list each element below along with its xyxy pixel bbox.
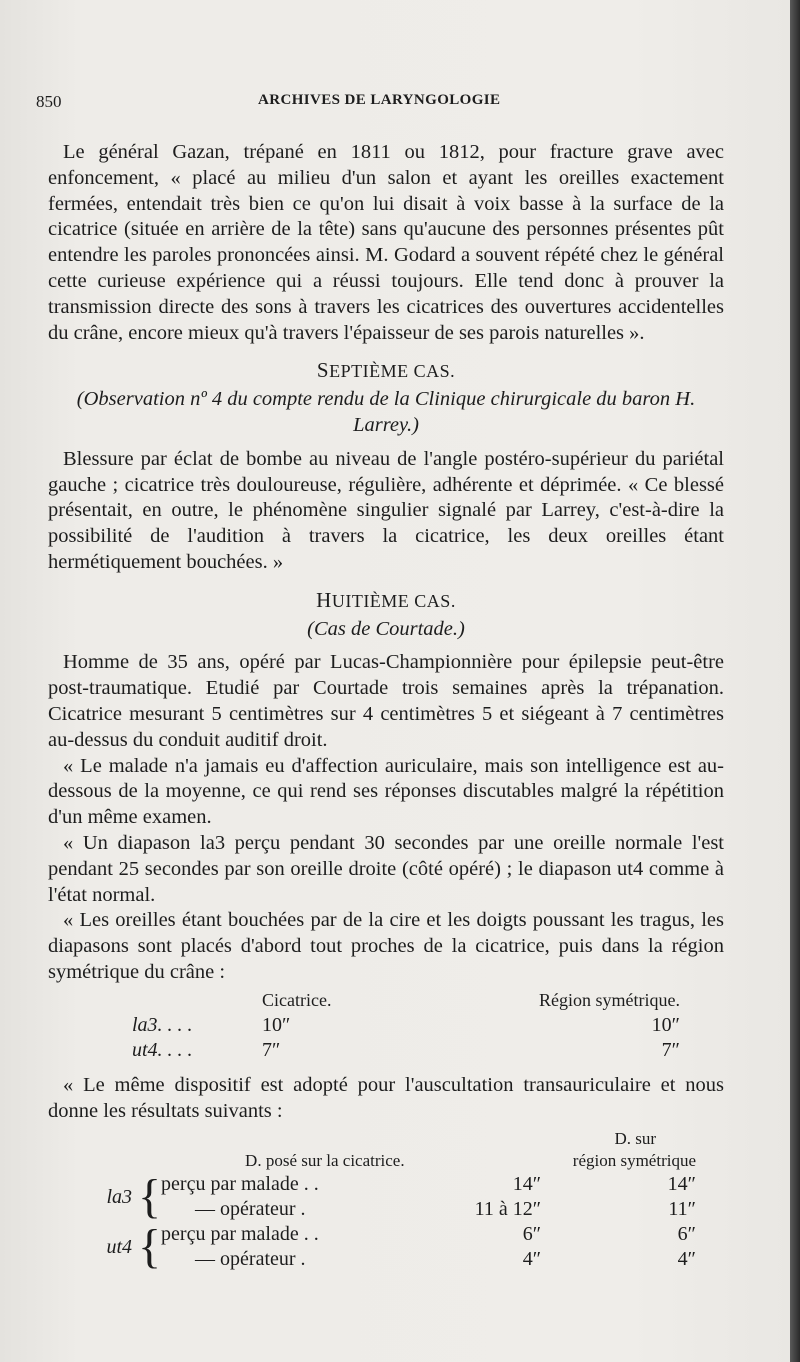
cell-region: 14″ bbox=[667, 1173, 696, 1196]
diapason-symbol: la3 bbox=[106, 1185, 132, 1208]
cell-region: 11″ bbox=[668, 1198, 696, 1221]
paragraph-gazan: Le général Gazan, trépané en 1811 ou 1812, pour fracture grave avec enfoncement, « placé au milieu d'un salon et ayant les oreilles exactement fermées, entendait très bien ce qu'on lui disait à voix basse à la surface de la cicatrice (située en arrière de la tête) sans qu'aucune des personnes présentes pût entendre les paroles prononcées ainsi. M. Godard a souvent répété chez le général cette curieuse expérience qui a réussi toujours. Elle tend donc à prouver la transmission directe des sons à travers les cicatrices des ouvertures accidentelles du crâne, encore mieux qu'à travers l'épaisseur de ses parois naturelles ». bbox=[48, 141, 724, 344]
paragraph-homme: Homme de 35 ans, opéré par Lucas-Championnière pour épilepsie peut-être post-traumatique. Etudié par Courtade trois semaines après la trépanation. Cicatrice mesurant 5 centimètres sur 4 centimètres 5 et siégeant à 7 centimètres au-dessus du conduit auditif droit. bbox=[48, 651, 724, 751]
table-cicatrice-region bbox=[48, 988, 724, 1063]
row-label: — opérateur . bbox=[195, 1198, 306, 1221]
table-auscultation bbox=[48, 1128, 724, 1272]
cell-region: 4″ bbox=[677, 1248, 696, 1271]
paragraph-oreilles: « Les oreilles étant bouchées par de la cire et les doigts poussant les tragus, les diapasons sont placés d'abord tout proches de la cicatrice, puis dans la région symétrique du crâne : bbox=[48, 909, 724, 983]
paragraph-dispositif: « Le même dispositif est adopté pour l'auscultation transauriculaire et nous donne les résultats suivants : bbox=[48, 1073, 724, 1122]
row-label: perçu par malade . . bbox=[161, 1223, 319, 1246]
table-row bbox=[48, 1038, 724, 1063]
col-header-cicatrice: D. posé sur la cicatrice. bbox=[245, 1151, 405, 1171]
brace-icon: { bbox=[138, 1170, 162, 1224]
page-header bbox=[36, 92, 726, 122]
paragraph-blessure: Blessure par éclat de bombe au niveau de l'angle postéro-supérieur du pariétal gauche ; cicatrice très douloureuse, régulière, adhérente et déprimée. « Ce blessé présentait, en outre, le phénomène singulier signalé par Larrey, c'est-à-dire la possibilité de l'audition à travers la cicatrice, les deux oreilles étant hermétiquement bouchées. » bbox=[48, 447, 724, 573]
cell-cicatrice: 7″ bbox=[262, 1038, 281, 1061]
col-header-region: D. sur région symétrique bbox=[572, 1129, 696, 1171]
body-text bbox=[48, 140, 724, 1272]
page-number: 850 bbox=[36, 92, 62, 111]
row-label: ut4. . . . bbox=[132, 1038, 193, 1061]
cell-cicatrice: 11 à 12″ bbox=[474, 1198, 542, 1221]
observation-source-7: (Observation nº 4 du compte rendu de la Clinique chirurgicale du baron H. Larrey.) bbox=[76, 388, 696, 436]
cell-cicatrice: 6″ bbox=[522, 1223, 542, 1246]
paragraph-malade: « Le malade n'a jamais eu d'affection auriculaire, mais son intelligence est au-dessous de la moyenne, ce qui rend ses réponses discutables malgré la répétition d'un même examen. bbox=[48, 754, 724, 829]
col-header-cicatrice: Cicatrice. bbox=[262, 989, 332, 1010]
table-row bbox=[48, 1172, 724, 1197]
cell-cicatrice: 10″ bbox=[262, 1013, 291, 1036]
heading-septieme-cas: SEPTIÈME CAS. bbox=[316, 358, 456, 383]
table-header-row bbox=[48, 988, 724, 1013]
cell-cicatrice: 4″ bbox=[522, 1248, 542, 1271]
cell-region: 6″ bbox=[677, 1223, 696, 1246]
heading-huitieme-cas: HUITIÈME CAS. bbox=[316, 587, 456, 612]
col-header-region: Région symétrique. bbox=[539, 989, 680, 1010]
book-spine-shadow bbox=[790, 0, 800, 1362]
cell-region: 7″ bbox=[661, 1038, 680, 1061]
paragraph-diapason: « Un diapason la3 perçu pendant 30 secondes par une oreille normale l'est pendant 25 secondes par son oreille droite (côté opéré) ; le diapason ut4 comme à l'état normal. bbox=[48, 831, 724, 906]
cell-cicatrice: 14″ bbox=[512, 1173, 542, 1196]
table-header-row bbox=[48, 1128, 724, 1172]
running-title: ARCHIVES DE LARYNGOLOGIE bbox=[258, 92, 501, 108]
table-row bbox=[48, 1222, 724, 1247]
row-label: la3. . . . bbox=[132, 1013, 193, 1036]
table-row bbox=[48, 1013, 724, 1038]
cell-region: 10″ bbox=[651, 1013, 680, 1036]
observation-source-8: (Cas de Courtade.) bbox=[307, 617, 465, 640]
brace-icon: { bbox=[138, 1220, 162, 1274]
diapason-symbol: ut4 bbox=[106, 1235, 132, 1258]
row-label: — opérateur . bbox=[195, 1248, 306, 1271]
row-label: perçu par malade . . bbox=[161, 1173, 319, 1196]
